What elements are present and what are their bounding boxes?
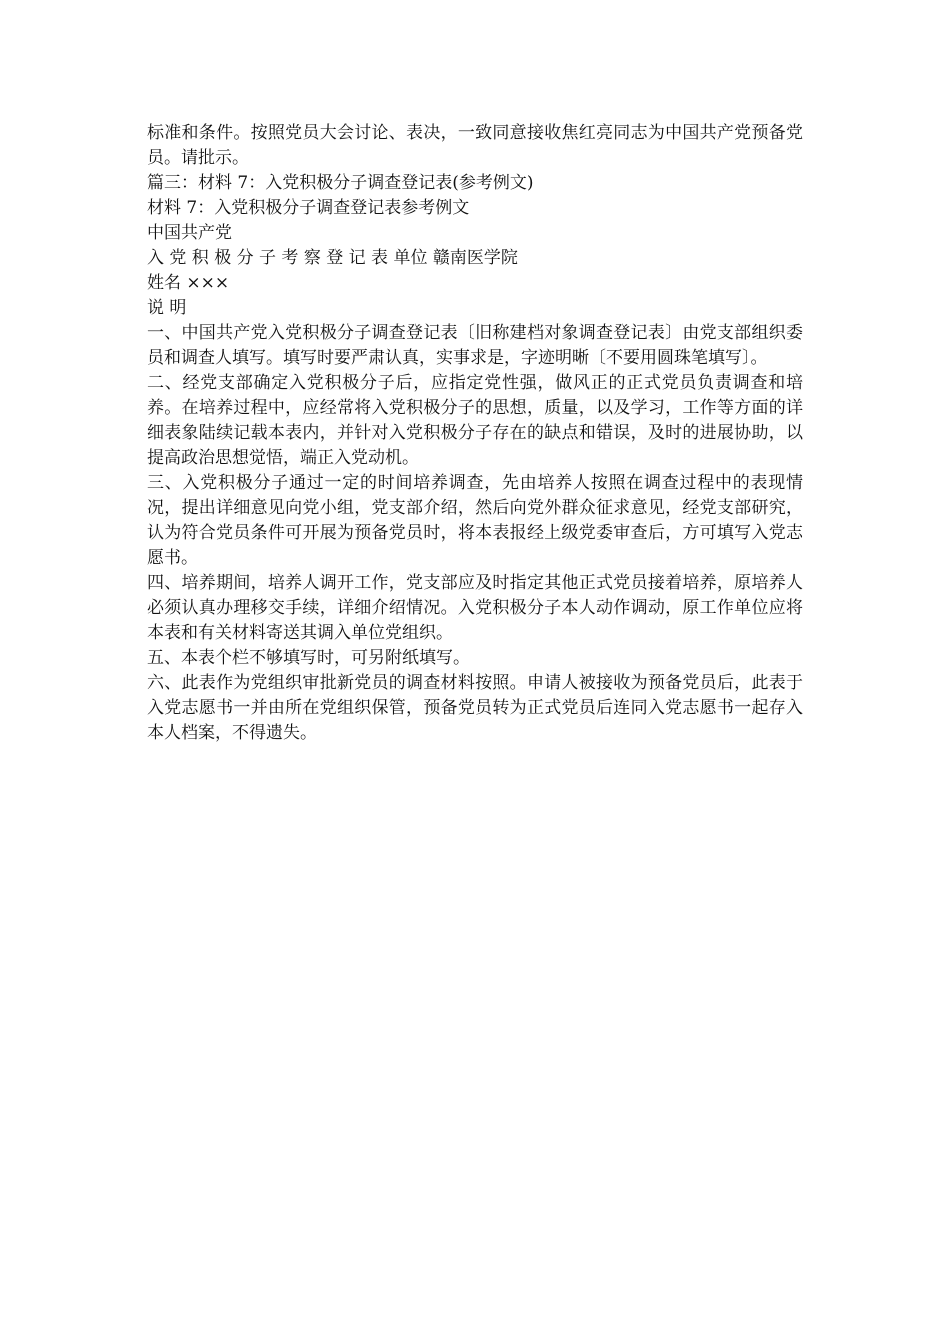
name-field: 姓名 ××× xyxy=(147,273,230,293)
form-title: 入 党 积 极 分 子 考 察 登 记 表 单位 赣南医学院 xyxy=(147,248,518,268)
notes-heading: 说 明 xyxy=(147,298,187,318)
note-item-3: 三、入党积极分子通过一定的时间培养调查，先由培养人按照在调查过程中的表现情况，提出详细意见向党小组，党支部介绍，然后向党外群众征求意见，经党支部研究，认为符合党员条件可开展为预备党员时，将本表报经上级党委审查后，方可填写入党志愿书。 xyxy=(147,473,803,568)
note-item-6: 六、此表作为党组织审批新党员的调查材料按照。申请人被接收为预备党员后，此表于入党志愿书一并由所在党组织保管，预备党员转为正式党员后连同入党志愿书一起存入本人档案，不得遗失。 xyxy=(147,673,803,743)
note-item-5: 五、本表个栏不够填写时，可另附纸填写。 xyxy=(147,648,470,668)
material-title: 材料 7：入党积极分子调查登记表参考例文 xyxy=(147,198,470,218)
document-body xyxy=(147,121,803,746)
party-name: 中国共产党 xyxy=(147,223,232,243)
note-item-4: 四、培养期间，培养人调开工作，党支部应及时指定其他正式党员接着培养，原培养人必须认真办理移交手续，详细介绍情况。入党积极分子本人动作调动，原工作单位应将本表和有关材料寄送其调入单位党组织。 xyxy=(147,573,803,643)
paragraph-continuation: 标准和条件。按照党员大会讨论、表决，一致同意接收焦红亮同志为中国共产党预备党员。请批示。 xyxy=(147,123,803,168)
section-heading: 篇三：材料 7：入党积极分子调查登记表(参考例文) xyxy=(147,173,534,193)
note-item-2: 二、经党支部确定入党积极分子后，应指定党性强，做风正的正式党员负责调查和培养。在培养过程中，应经常将入党积极分子的思想，质量，以及学习，工作等方面的详细表象陆续记载本表内，并针对入党积极分子存在的缺点和错误，及时的进展协助，以提高政治思想觉悟，端正入党动机。 xyxy=(147,373,803,468)
note-item-1: 一、中国共产党入党积极分子调查登记表〔旧称建档对象调查登记表〕由党支部组织委员和调查人填写。填写时要严肃认真，实事求是，字迹明晰〔不要用圆珠笔填写〕。 xyxy=(147,323,803,368)
